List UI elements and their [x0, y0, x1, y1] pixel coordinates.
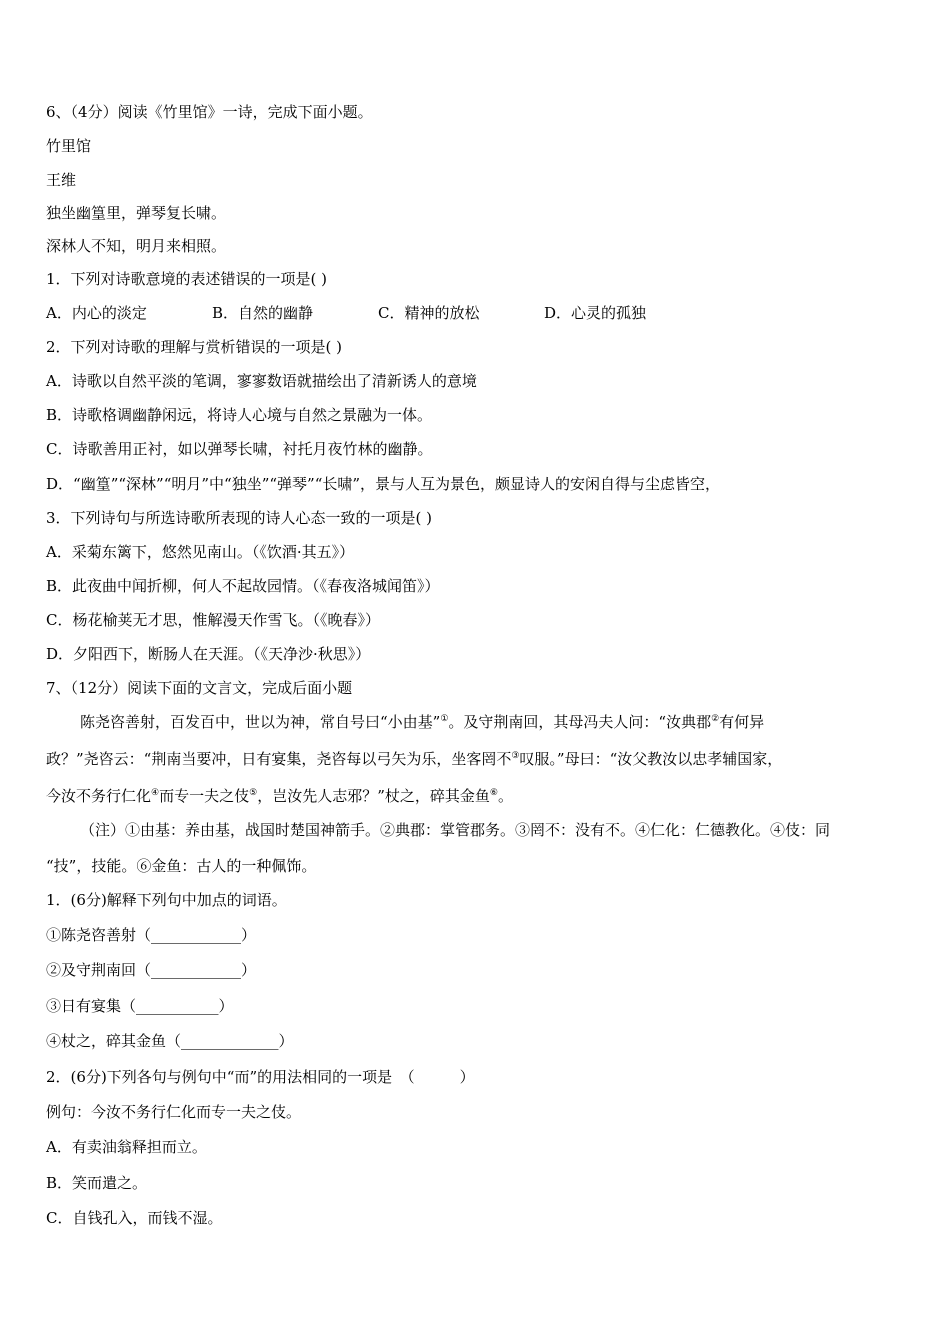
- footnote-marker: ①: [440, 714, 449, 724]
- passage-text: 今汝不务行仁化: [46, 787, 152, 805]
- passage-text: 政？”尧咨云：“荆南当要冲，日有宴集，尧咨每以弓矢为乐，坐客罔不: [46, 750, 512, 768]
- q7-sub1-item-3[interactable]: ③日有宴集（___________）: [46, 997, 234, 1015]
- q6-sub2-option-c[interactable]: C．诗歌善用正衬，如以弹琴长啸，衬托月夜竹林的幽静。: [46, 440, 433, 458]
- q6-sub3-option-a[interactable]: A．采菊东篱下，悠然见南山。（《饮酒·其五》）: [46, 543, 355, 561]
- q6-sub1-option-c[interactable]: C．精神的放松: [378, 304, 480, 322]
- footnote-marker: ⑤: [249, 788, 258, 798]
- q7-sub2-option-c[interactable]: C．自钱孔入，而钱不湿。: [46, 1209, 223, 1227]
- q6-sub1-option-d[interactable]: D．心灵的孤独: [544, 304, 647, 322]
- footnote-marker: ④: [151, 788, 160, 798]
- q6-sub2-option-a[interactable]: A．诗歌以自然平淡的笔调，寥寥数语就描绘出了清新诱人的意境: [46, 372, 477, 390]
- passage-text: ，岂汝先人志邪？”杖之，碎其金鱼: [257, 787, 490, 805]
- question-6-header: 6、（4分）阅读《竹里馆》一诗，完成下面小题。: [46, 103, 373, 121]
- footnote-marker: ③: [511, 751, 520, 761]
- q7-sub1-stem: 1．(6分)解释下列句中加点的词语。: [46, 891, 287, 909]
- q7-sub2-option-a[interactable]: A．有卖油翁释担而立。: [46, 1138, 207, 1156]
- q6-sub1-stem: 1．下列对诗歌意境的表述错误的一项是( ): [46, 270, 328, 288]
- passage-text: 而专一夫之伎: [159, 787, 250, 805]
- passage-text: 。及守荆南回，其母冯夫人问：“汝典郡: [448, 713, 712, 731]
- poem-line-1: 独坐幽篁里，弹琴复长啸。: [46, 204, 227, 222]
- passage-line-3: [46, 786, 513, 806]
- passage-text: 有何异: [719, 713, 765, 731]
- footnote-marker: ⑥: [489, 788, 498, 798]
- q6-sub2-option-b[interactable]: B．诗歌格调幽静闲远，将诗人心境与自然之景融为一体。: [46, 406, 433, 424]
- q7-sub2-stem: 2．(6分)下列各句与例句中“而”的用法相同的一项是 （ ）: [46, 1068, 475, 1086]
- q7-sub1-item-2[interactable]: ②及守荆南回（____________）: [46, 961, 257, 979]
- notes-line-1: （注）①由基：养由基，战国时楚国神箭手。②典郡：掌管郡务。③罔不：没有不。④仁化：仁德教化。④伎：同: [80, 821, 831, 839]
- q6-sub3-option-d[interactable]: D．夕阳西下，断肠人在天涯。（《天净沙·秋思》）: [46, 645, 371, 663]
- q6-sub2-option-d[interactable]: D．“幽篁”“深林”“明月”中“独坐”“弹琴”“长啸”，景与人互为景色，颇显诗人的安闲自得与尘虑皆空，: [46, 475, 721, 493]
- q7-sub1-item-1[interactable]: ①陈尧咨善射（____________）: [46, 926, 257, 944]
- q6-sub1-option-a[interactable]: A．内心的淡定: [46, 304, 147, 322]
- q6-sub3-option-b[interactable]: B．此夜曲中闻折柳，何人不起故园情。（《春夜洛城闻笛》）: [46, 577, 440, 595]
- question-7-header: 7、（12分）阅读下面的文言文，完成后面小题: [46, 679, 353, 697]
- q6-sub3-stem: 3．下列诗句与所选诗歌所表现的诗人心态一致的一项是( ): [46, 509, 433, 527]
- q7-sub2-option-b[interactable]: B．笑而遣之。: [46, 1174, 148, 1192]
- q6-sub1-options: [46, 303, 646, 323]
- passage-line-2: [46, 749, 782, 769]
- notes-line-2: “技”，技能。⑥金鱼：古人的一种佩饰。: [46, 857, 317, 875]
- passage-line-1: [80, 712, 764, 732]
- passage-text: 叹服。”母曰：“汝父教汝以忠孝辅国家，: [519, 750, 783, 768]
- footnote-marker: ②: [711, 714, 720, 724]
- poem-author: 王维: [46, 171, 77, 189]
- q7-sub1-item-4[interactable]: ④杖之，碎其金鱼（_____________）: [46, 1032, 294, 1050]
- passage-text: 陈尧咨善射，百发百中，世以为神，常自号曰“小由基”: [80, 713, 441, 731]
- poem-line-2: 深林人不知，明月来相照。: [46, 237, 227, 255]
- q6-sub2-stem: 2．下列对诗歌的理解与赏析错误的一项是( ): [46, 338, 343, 356]
- passage-text: 。: [497, 787, 513, 805]
- poem-title: 竹里馆: [46, 137, 92, 155]
- q7-sub2-example: 例句：今汝不务行仁化而专一夫之伎。: [46, 1103, 302, 1121]
- q6-sub1-option-b[interactable]: B．自然的幽静: [212, 304, 314, 322]
- q6-sub3-option-c[interactable]: C．杨花榆荚无才思，惟解漫天作雪飞。（《晚春》）: [46, 611, 380, 629]
